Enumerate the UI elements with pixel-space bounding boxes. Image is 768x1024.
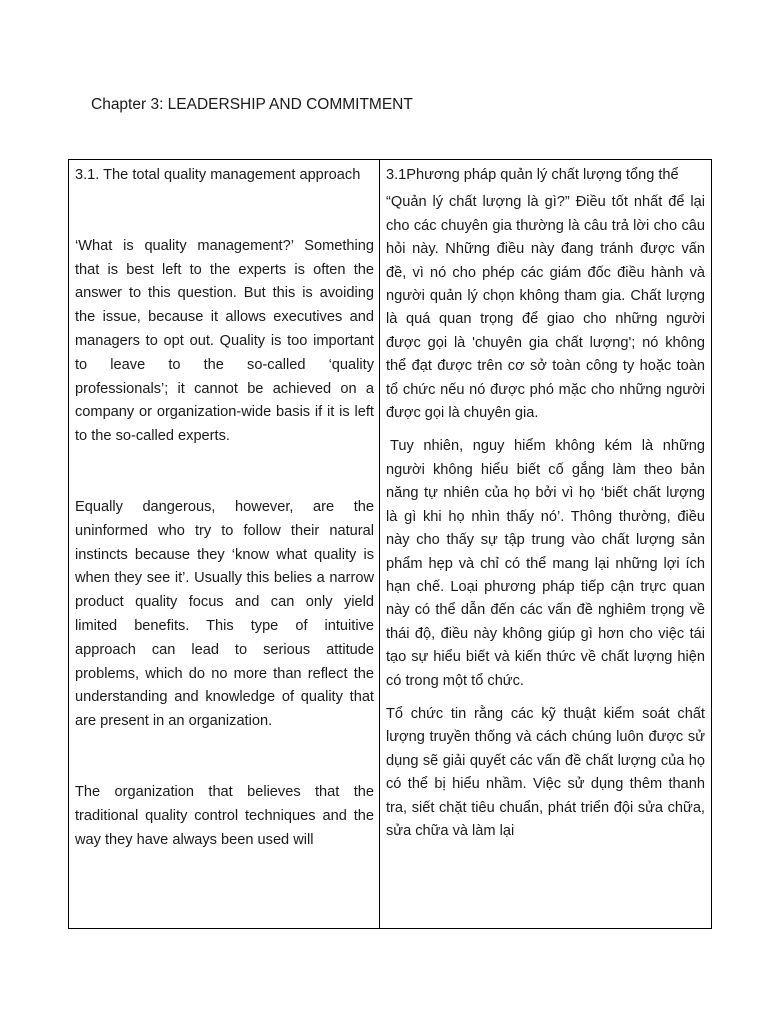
vietnamese-paragraph-3: Tổ chức tin rằng các kỹ thuật kiểm soát chất lượng truyền thống và cách chúng luôn được sử dụng sẽ giải quyết các vấn đề chất lượng của họ có thể bị hiểu nhầm. Việc sử dụng thêm thanh tra, siết chặt tiêu chuẩn, phát triển đội sửa chữa, sửa chữa và làm lại [386,705,705,839]
vietnamese-paragraph-1: “Quản lý chất lượng là gì?” Điều tốt nhất để lại cho các chuyên gia thường là câu trả lời cho câu hỏi này. Những điều này đang tránh được vấn đề, vì nó cho phép các giám đốc điều hành và người quản lý chọn không tham gia. Chất lượng là quá quan trọng để giao cho những người được gọi là 'chuyên gia chất lượng'; nó không thể đạt được trên cơ sở toàn công ty hoặc toàn tổ chức nếu nó được phó mặc cho những người được gọi là chuyên gia. [386,194,705,422]
english-paragraph-3: The organization that believes that the traditional quality control techniques and the way they have always been used will [75,783,374,848]
english-paragraph-2: Equally dangerous, however, are the uninformed who try to follow their natural instincts because they ‘know what quality is when they see it’. Usually this belies a narrow product quality focus and can only yield limited benefits. This type of intuitive approach can lead to serious attitude problems, which do no more than reflect the understanding and knowledge of quality that are present in an organization. [75,498,374,730]
vietnamese-paragraph-2: Tuy nhiên, nguy hiểm không kém là những người không hiểu biết cố gắng làm theo bản năng tự nhiên của họ bởi vì họ ‘biết chất lượng là gì khi họ nhìn thấy nó’. Thông thường, điều này cho thấy sự tập trung vào chất lượng sản phẩm hẹp và chỉ có thể mang lại những lợi ích hạn chế. Loại phương pháp tiếp cận trực quan này có thể dẫn đến các vấn đề nghiêm trọng về thái độ, điều này không giúp gì hơn cho việc tái tạo sự hiểu biết và kiến thức về chất lượng hiện có trong một tổ chức. [386,438,705,689]
english-section-heading: 3.1. The total quality management approach [75,167,361,183]
english-column [69,160,380,928]
vietnamese-column [380,160,711,928]
chapter-title: Chapter 3: LEADERSHIP AND COMMITMENT [91,96,413,113]
vietnamese-section-heading: 3.1Phương pháp quản lý chất lượng tổng thể [386,167,679,183]
english-paragraph-1: ‘What is quality management?’ Something that is best left to the experts is often the answer to this question. But this is avoiding the issue, because it allows executives and managers to opt out. Quality is too important to leave to the so-called ‘quality professionals’; it cannot be achieved on a company or organization-wide basis if it is left to the so-called experts. [75,237,374,445]
bilingual-table [68,159,712,929]
